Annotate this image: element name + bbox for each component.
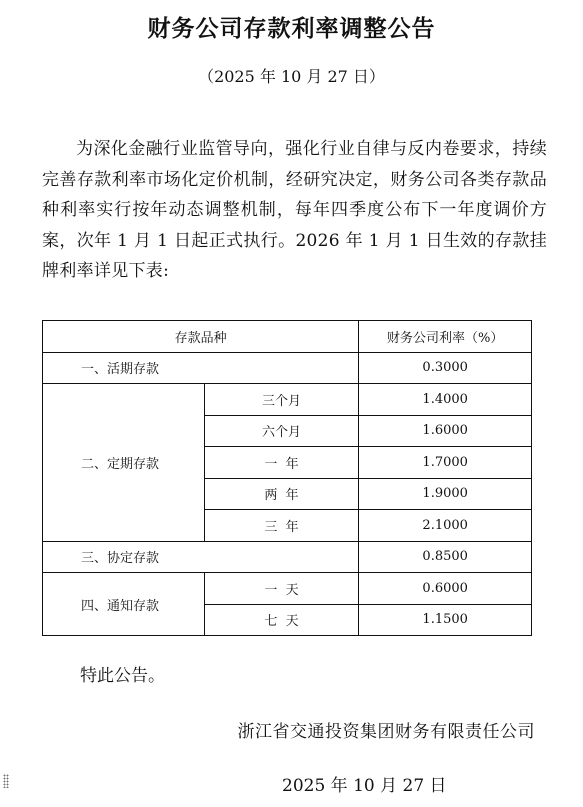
term-cell: 三个月 <box>204 384 359 416</box>
signature-date: 2025 年 10 月 27 日 <box>282 776 447 796</box>
term-cell: 一 年 <box>204 447 359 479</box>
header-deposit-type: 存款品种 <box>43 321 359 353</box>
rate-cell: 0.8500 <box>359 541 532 573</box>
category-cell: 四、通知存款 <box>43 573 205 636</box>
table-row <box>43 352 532 384</box>
rate-cell: 1.7000 <box>359 447 532 479</box>
margin-marker <box>3 774 9 788</box>
rate-cell: 0.6000 <box>359 573 532 605</box>
category-cell: 一、活期存款 <box>43 352 359 384</box>
rate-cell: 1.9000 <box>359 478 532 510</box>
rate-cell: 0.3000 <box>359 352 532 384</box>
term-cell: 一 天 <box>204 573 359 605</box>
term-cell: 两 年 <box>204 478 359 510</box>
notice-body: 为深化金融行业监管导向，强化行业自律与反内卷要求，持续完善存款利率市场化定价机制，经研究决定，财务公司各类存款品种利率实行按年动态调整机制，每年四季度公布下一年度调价方案，次年 1 月 1 日起正式执行。2026 年 1 月 1 日生效的存款挂牌利率详见下表: <box>42 139 547 281</box>
table-row <box>43 541 532 573</box>
term-cell: 六个月 <box>204 415 359 447</box>
rate-cell: 2.1000 <box>359 510 532 542</box>
signer-org: 浙江省交通投资集团财务有限责任公司 <box>237 722 535 742</box>
notice-title: 财务公司存款利率调整公告 <box>147 16 436 42</box>
term-cell: 三 年 <box>204 510 359 542</box>
closing-text: 特此公告。 <box>80 666 165 686</box>
table-row <box>43 384 532 416</box>
header-rate: 财务公司利率（%） <box>359 321 532 353</box>
rate-table <box>42 320 532 636</box>
category-cell: 三、协定存款 <box>43 541 359 573</box>
table-row <box>43 573 532 605</box>
rate-cell: 1.1500 <box>359 604 532 636</box>
notice-date: （2025 年 10 月 27 日） <box>198 67 385 86</box>
table-header-row <box>43 321 532 353</box>
rate-cell: 1.6000 <box>359 415 532 447</box>
rate-cell: 1.4000 <box>359 384 532 416</box>
category-cell: 二、定期存款 <box>43 384 205 542</box>
term-cell: 七 天 <box>204 604 359 636</box>
